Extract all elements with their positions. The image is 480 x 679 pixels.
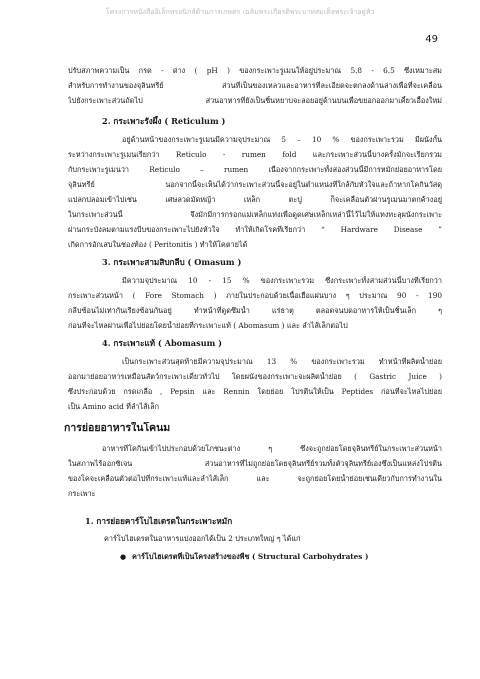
section-heading-carbohydrate: 1. การย่อยคาร์โบไฮเดรตในกระเพาะหมัก	[85, 516, 233, 526]
paragraph-line: กลีบซ้อนไม่เท่ากันเรียงซ้อนกันอยู่ ทำหน้าที่ดูดซึมน้ำ แร่ธาตุ ตลอดจนบดอาหารให้เป็นชิ้นเล็ก ๆ	[68, 306, 442, 315]
paragraph-line: กระเพาะส่วนหน้า ( Fore Stomach ) ภายในประกอบด้วยเนื้อเยื่อแผ่นบาง ๆ ประมาณ 90 - 190	[68, 291, 442, 300]
paragraph-line: ของโคจะเคลื่อนตัวต่อไปที่กระเพาะแท้และลำไส้เล็ก และ จะถูกย่อยโดยน้ำย่อยเช่นเดียวกับการทำงานใน	[68, 474, 442, 483]
paragraph-line: ก่อนที่จะไหลผ่านเพื่อไปย่อยโดยน้ำย่อยที่กระเพาะแท้ ( Abomasum ) และ ลำไส้เล็กต่อไป	[68, 321, 348, 330]
paragraph-line: ในกระเพาะส่วนนี้ จึงมักมีการกรอกแม่เหล็กแท่งเพื่อดูดเศษเหล็กเหล่านี้ไว้ไม่ให้แทงทะลุผนังกระเพาะ	[68, 210, 442, 219]
paragraph-line: คาร์โบไฮเดรตในอาหารแบ่งออกได้เป็น 2 ประเภทใหญ่ ๆ ได้แก่	[104, 534, 301, 543]
section-heading-abomasum: 4. กระเพาะแท้ ( Abomasum )	[102, 338, 223, 348]
paragraph-line: อยู่ด้านหน้าของกระเพาะรูเมนมีความจุประมาณ 5 – 10 % ของกระเพาะรวม มีผนังกั้น	[122, 135, 442, 144]
paragraph-line: สำหรับการทำงานของจุลินทรีย์ ส่วนที่เป็นของเหลวและอาหารที่ละเอียดจะตกลงด้านล่างเพื่อที่จะเคลื่อน	[68, 81, 442, 90]
paragraph-line: ออกมาย่อยอาหารเหมือนสัตว์กระเพาะเดี่ยวทั่วไป โดยผนังของกระเพาะจะผลิตน้ำย่อย ( Gastric Juice )	[68, 372, 442, 381]
bullet-icon: ●	[120, 553, 127, 561]
paragraph-line: เป็นกระเพาะส่วนสุดท้ายมีความจุประมาณ 13 % ของกระเพาะรวม ทำหน้าที่ผลิตน้ำย่อย	[122, 357, 442, 366]
paragraph-line: ผ่านกระบังลมตามแรงบีบของกระเพาะไปยังหัวใจ ทำให้เกิดโรคที่เรียกว่า “ Hardware Disease ”	[68, 225, 442, 234]
paragraph-line: กับกระเพาะรูเมนว่า Reticulo – rumen เนื่องจากกระเพาะทั้งสองส่วนนี้มีการหมักย่อยอาหารโดย	[68, 165, 442, 174]
paragraph-line: ระหว่างกระเพาะรูเมนเรียกว่า Reticulo - rumen fold และกระเพาะส่วนนี้บางครั้งมักจะเรียกรวม	[68, 150, 442, 159]
paragraph-line: ซึ่งประกอบด้วย กรดเกลือ , Pepsin และ Rennin โดยย่อย โปรตีนให้เป็น Peptides ก่อนที่จะไหลไปย่อย	[68, 387, 442, 396]
paragraph-line: ปรับสภาพความเป็น กรด - ด่าง ( pH ) ของกระเพาะรูเมนให้อยู่ประมาณ 5.8 - 6.5 ซึ่งเหมาะสม	[68, 66, 442, 75]
paragraph-line: อาหารที่โคกินเข้าไปประกอบด้วยโภชนะต่าง ๆ ซึ่งจะถูกย่อยโดยจุลินทรีย์ในกระเพาะส่วนหน้า	[102, 444, 442, 453]
paragraph-line: เป็น Amino acid ที่ลำไส้เล็ก	[68, 402, 160, 411]
paragraph-line: ไปยังกระเพาะส่วนถัดไป ส่วนอาหารที่ยังเป็นชิ้นหยาบจะลอยอยู่ด้านบนเพื่อขยอกออกมาเคี้ยวเอื้องใหม่	[68, 96, 442, 105]
paragraph-line: จุลินทรีย์ นอกจากนี้จะเห็นได้ว่ากระเพาะส่วนนี้จะอยู่ในตำแหน่งที่ใกล้กับหัวใจและถ้าหากโคกินวัสดุ	[68, 180, 442, 189]
section-heading-reticulum: 2. กระเพาะรังผึ้ง ( Reticulum )	[102, 116, 226, 126]
paragraph-line: กระเพาะ	[68, 489, 96, 498]
page-number: 49	[425, 34, 438, 45]
section-heading-digestion: การย่อยอาหารในโคนม	[64, 422, 171, 434]
section-heading-omasum: 3. กระเพาะสามสิบกลีบ ( Omasum )	[102, 257, 242, 267]
paragraph-line: มีความจุประมาณ 10 - 15 % ของกระเพาะรวม ซึ่งกระเพาะทั้งสามส่วนนี้บางทีเรียกว่า	[122, 276, 442, 285]
bullet-item-structural-carbohydrates: คาร์โบไฮเดรตที่เป็นโครงสร้างของพืช ( Structural Carbohydrates )	[132, 552, 369, 561]
paragraph-line: เกิดการอักเสบในช่องท้อง ( Peritonitis ) ทำให้โคตายได้	[68, 240, 248, 249]
paragraph-line: ในสภาพไร้ออกซิเจน ส่วนอาหารที่ไม่ถูกย่อยโดยจุลินทรีย์รวมทั้งตัวจุลินทรีย์เองซึ่งเป็นแหล่งโปรตีน	[68, 459, 442, 468]
paragraph-line: แปลกปลอมเข้าไปเช่น เศษลวดมัดหญ้า เหล็ก ตะปู ก็จะเคลื่อนตัวผ่านรูเมนมาตกค้างอยู่	[68, 195, 442, 204]
watermark-text: โครงการหนังสืออิเล็กทรอนิกส์ด้านการเกษตร เฉลิมพระเกียรติพระบาทสมเด็จพระเจ้าอยู่หัว	[105, 8, 375, 16]
